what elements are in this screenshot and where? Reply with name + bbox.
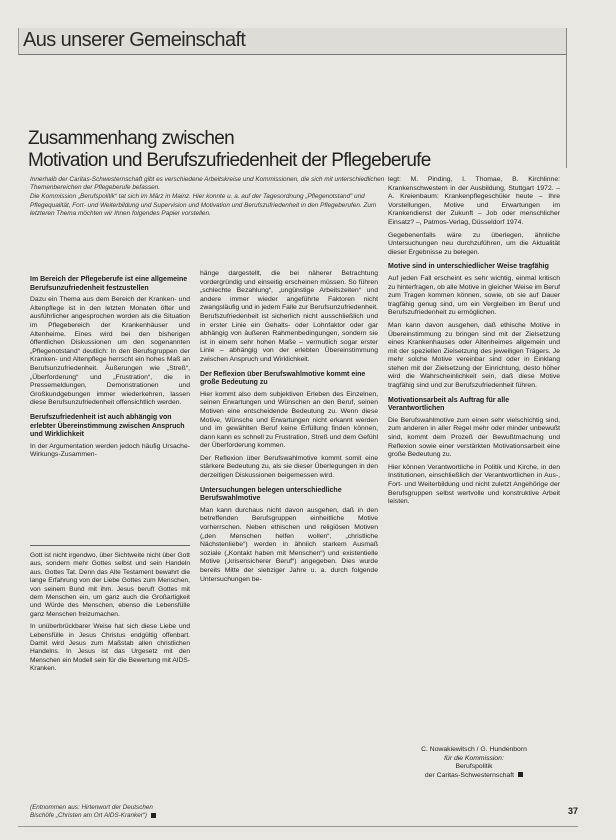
section-header	[18, 28, 567, 55]
footer-rule	[18, 826, 578, 827]
text-column-1	[30, 270, 190, 464]
intro-paragraph: Die Kommission „Berufspolitik“ tat sich im März in Mainz. Hier konnte u. a. auf der Tagesordnung „Pflegenotstand“ und Pflegequalität, Fort- und Weiterbildung und Supervision und Motivation und Berufszufriedenheit in den Pflegeberufen. Zum letzteren Thema möchten wir Ihnen folgendes Papier vorstellen.	[30, 193, 377, 217]
headline-line-2: Motivation und Berufszufriedenheit der Pflegeberufe	[28, 150, 431, 171]
quote-box	[30, 552, 190, 678]
body-paragraph: Man kann davon ausgehen, daß ethische Motive in Übereinstimmung zu bringen sind mit der Zielsetzung eines Krankenhauses oder Altenheimes allgemein und mit der speziellen Zielsetzung des jeweiligen Trägers. Je mehr solche Motive vereinbar sind oder in Einklang stehen mit der Zielsetzung der Einrichtung, desto höher wird die Wahrscheinlichkeit sein, daß diese Motive tragfähig sind und zur Berufszufriedenheit führen.	[388, 321, 560, 390]
quote-paragraph: In unüberbrückbarer Weise hat sich diese Liebe und Lebensfülle in Jesus Christus endgültig offenbart. Damit wird Jesus zum Maßstab allen christlichen Handelns. In Jesus ist das Urgesetz mit den Menschen ein Modell sein für die Bewertung mit AIDS-Kranken.	[30, 623, 190, 673]
subheading: Untersuchungen belegen unterschiedliche Berufswahlmotive	[200, 486, 342, 503]
subheading: Motive sind in unterschiedlicher Weise tragfähig	[388, 263, 549, 271]
end-mark-icon	[151, 813, 156, 818]
signature-commission: Berufspolitik	[455, 763, 493, 771]
quote-paragraph: Gott ist nicht irgendwo, über Sichtweite nicht über Gott aus, sondern mehr Gottes selbst und sein Handeln aus. Gottes Tat. Denn das Alte Testament bewahrt die lange Erfahrung von der Liebe Gottes zum Menschen, von seinem Bund mit ihm. Jesus beruft Gottes mit dem Menschen ein, um ganz auch die Großartigkeit und Würde des Menschen, ebenso die Lebensfülle ganz Menschen freizumachen.	[30, 552, 190, 618]
body-paragraph: Dazu ein Thema aus dem Bereich der Kranken- und Altenpflege ist in den letzten Monaten öfter und ausführlicher angesprochen worden als die Situation im Pflegebereich der Krankenhäuser und Altenheime. Eines wird bei den bisherigen öffentlichen Diskussionen um den sogenannten „Pflegenotstand“ deutlich: In den Berufsgruppen der Kranken- und Altenpflege herrscht ein hohes Maß an Berufsunzufriedenheit. Äußerungen wie „Streß“, „Überforderung“ und „Frustration“, die in Pressemeldungen, Demonstrationen und Großkundgebungen immer wiederkehren, lassen diese Berufsunzufriedenheit offensichtlich werden.	[30, 296, 190, 407]
signature-for: für die Kommission:	[444, 754, 504, 762]
article-intro	[30, 176, 390, 219]
body-paragraph: Der Reflexion über Berufswahlmotive kommt somit eine stärkere Bedeutung zu, als sie dieser Überlegungen in den derzeitigen Diskussionen beigemessen wird.	[200, 454, 378, 480]
author-signature	[388, 746, 560, 780]
body-paragraph: Gegebenenfalls wäre zu überlegen, ähnliche Untersuchungen neu durchzuführen, um die Aktualität dieser Ergebnisse zu belegen.	[388, 231, 560, 256]
quote-source-caption	[30, 804, 170, 820]
headline-line-1: Zusammenhang zwischen	[28, 128, 235, 149]
body-paragraph: Die Berufswahlmotive zum einen sehr vielschichtig sind, zum anderen in aller Regel mehr oder minder unbewußt sind, kommt dem Prozeß der Bewußtmachung und Reflexion sowie einer verstärkten Motivationsarbeit eine große Bedeutung zu.	[388, 416, 560, 459]
body-paragraph: hänge dargestellt, die bei näherer Betrachtung vordergründig und einseitig erscheinen müssen. So führen „schlechte Bezahlung“, „ungünstige Arbeitszeiten“ und andere immer wieder angeführte Faktoren nicht zwangsläufig und in jedem Falle zur Berufsunzufriedenheit. Berufszufriedenheit ist sicherlich nicht ausschließlich und in erster Linie ein Gehalts- oder Lohnfaktor oder gar abhängig von äußeren Rahmenbedingungen, sondern sie ist in einem sehr hohen Maße – vermutlich sogar erster Linie – abhängig von der erlebten Übereinstimmung zwischen Anspruch und Wirklichkeit.	[200, 270, 378, 363]
author-names: C. Nowakiewitsch / G. Hundenborn	[421, 746, 527, 753]
body-paragraph: Hier können Verantwortliche in Politik und Kirche, in den Institutionen, einschließlich der Verantwortlichen in Aus-, Fort- und Weiterbildung und nicht zuletzt Angehörige der Berufsgruppen selbst wertvolle und konstruktive Arbeit leisten.	[388, 463, 560, 506]
subheading: Berufszufriedenheit ist auch abhängig von erlebter Übereinstimmung zwischen Anspruch und Wirklichkeit	[30, 413, 185, 439]
body-paragraph: In der Argumentation werden jedoch häufig Ursache-Wirkungs-Zusammen-	[30, 442, 190, 459]
page-number: 37	[568, 806, 579, 816]
body-paragraph: legt: M. Pinding, I. Thomae, B. Kirchlinne: Krankenschwestern in der Ausbildung, Stuttgart 1972. – A. Kreienbaum: Krankenpflegeschüler heute – Ihre Vorstellungen, Motive und Erwartungen im Krankendienst der Zukunft – Job oder menschlicher Einsatz? –, Patmos-Verlag, Düsseldorf 1974.	[388, 176, 560, 226]
end-mark-icon	[518, 772, 523, 777]
section-title: Aus unserer Gemeinschaft	[23, 29, 246, 51]
intro-paragraph: Innerhalb der Caritas-Schwesternschaft gibt es verschiedene Arbeitskreise und Kommissionen, die sich mit unterschiedlichen Themenbereichen der Pflegeberufe befassen.	[30, 176, 385, 192]
text-column-2	[200, 270, 378, 588]
caption-text: (Entnommen aus: Hirtenwort der Deutschen Bischöfe „Christen am Ort AIDS-Kranker“)	[30, 804, 153, 819]
text-column-3	[388, 176, 560, 511]
signature-org: der Caritas-Schwesternschaft	[424, 771, 515, 779]
divider	[30, 545, 190, 546]
subheading: Der Reflexion über Berufswahlmotive kommt eine große Bedeutung zu	[200, 370, 366, 387]
article-headline	[28, 128, 568, 172]
subheading: Motivationsarbeit als Auftrag für alle Verantwortlichen	[388, 396, 510, 413]
subheading: Im Bereich der Pflegeberufe ist eine allgemeine Berufsunzufriedenheit festzustellen	[30, 276, 188, 292]
body-paragraph: Auf jeden Fall erscheint es sehr wichtig, einmal kritisch zu hinterfragen, ob alle Motive in gleicher Weise im Beruf zum Tragen kommen können, sowie, ob sie auf Dauer tragfähig genug sind, um ein Vergleiben im Beruf und Berufszufriedenheit zu ermöglichen.	[388, 274, 560, 317]
body-paragraph: Hier kommt also dem subjektiven Erleben des Einzelnen, seinen Erwartungen und Wünschen an den Beruf, seinen Motiven eine entscheidende Bedeutung zu. Wenn diese Motive, Wünsche und Erwartungen nicht erkannt werden und im gewählten Beruf keine Erfüllung finden können, dann kann es schnell zu Frustration, Streß und dem Gefühl der Überforderung kommen.	[200, 390, 378, 450]
body-paragraph: Man kann durchaus nicht davon ausgehen, daß in den betreffenden Berufsgruppen einheitliche Motive vorherrschen. Neben ethischen und religiösen Motiven („den Menschen helfen wollen“, „christliche Nächstenliebe“) werden in ähnlich starkem Ausmaß soziale („Kontakt haben mit Menschen“) und existentielle Motive („krisensicherer Beruf“) angegeben. Dies wurde bereits Mitte der siebziger Jahre u. a. durch folgende Untersuchungen be-	[200, 506, 378, 583]
